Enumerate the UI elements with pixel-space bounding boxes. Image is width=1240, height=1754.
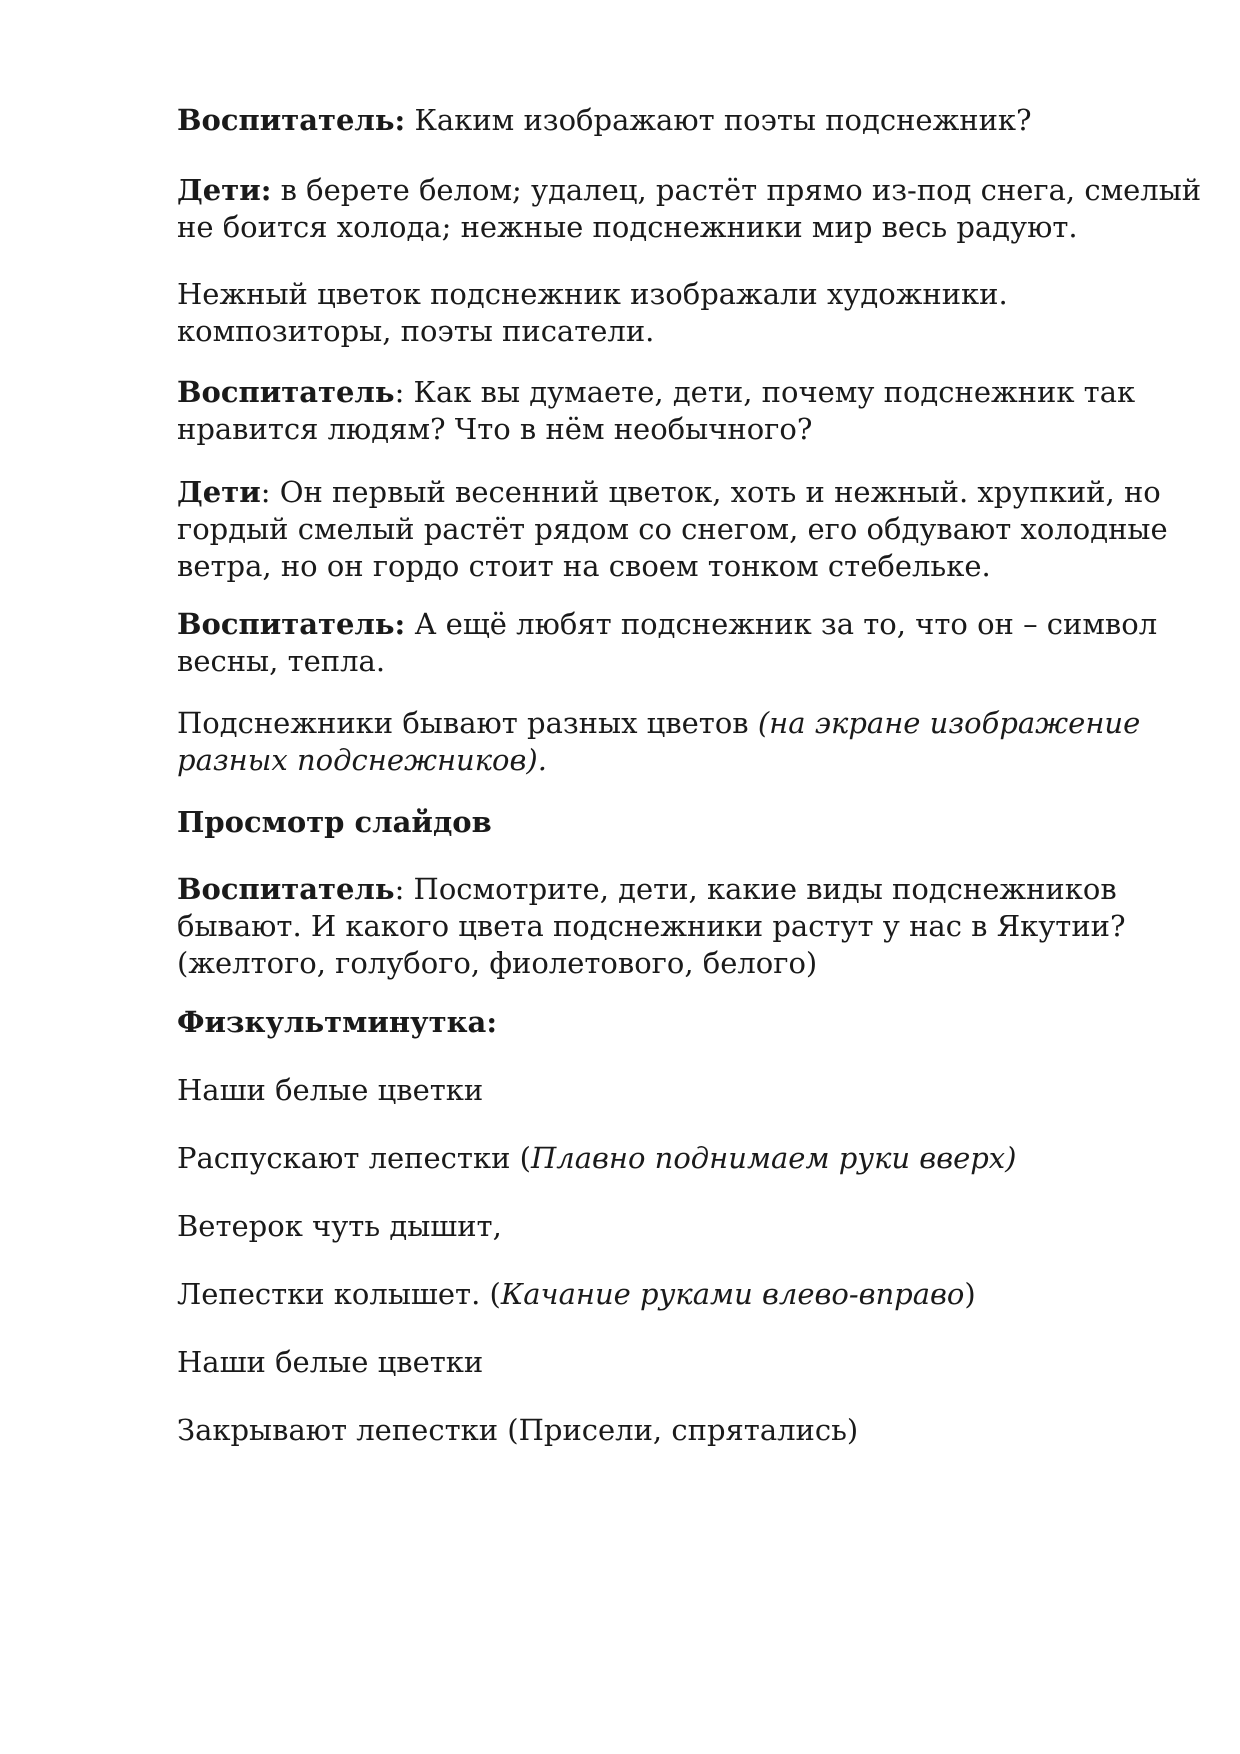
- paragraph-text: Подснежники бывают разных цветов: [177, 706, 758, 740]
- paragraph-text: в берете белом; удалец, растёт прямо из-под снега, смелый: [271, 173, 1202, 207]
- paragraph-teacher-question: [177, 102, 1167, 139]
- paragraph-teacher-why: [177, 374, 1167, 448]
- poem-line-text: Наши белые цветки: [177, 1073, 484, 1107]
- poem-line: [177, 1140, 1167, 1177]
- paragraph-artists: [177, 276, 1167, 350]
- paragraph-children-first-flower: [177, 474, 1167, 585]
- poem-line-text: Закрывают лепестки (Присели, спрятались): [177, 1413, 859, 1447]
- stage-direction: Качание руками влево-вправо: [500, 1277, 965, 1311]
- paragraph-text: Нежный цветок подснежник изображали художники.: [177, 277, 1008, 311]
- paragraph-children-answer: [177, 172, 1202, 246]
- speaker-label: Воспитатель:: [177, 607, 406, 641]
- paragraph-text: композиторы, поэты писатели.: [177, 314, 655, 348]
- poem-line: [177, 1412, 1167, 1449]
- section-heading-exercise: [177, 1004, 1167, 1041]
- paragraph-teacher-symbol: [177, 606, 1167, 680]
- speaker-label: Дети:: [177, 173, 272, 207]
- paragraph-text: весны, тепла.: [177, 644, 386, 678]
- paragraph-text: : Он первый весенний цветок, хоть и нежный. хрупкий, но: [260, 475, 1161, 509]
- paragraph-text: : Как вы думаете, дети, почему подснежник так: [394, 375, 1136, 409]
- section-heading-slides: [177, 804, 1167, 841]
- poem-line-text: Распускают лепестки (: [177, 1141, 531, 1175]
- speaker-label: Дети: [177, 475, 261, 509]
- speaker-label: Воспитатель:: [177, 103, 406, 137]
- paragraph-text: гордый смелый растёт рядом со снегом, его обдувают холодные: [177, 512, 1168, 546]
- speaker-label: Воспитатель: [177, 872, 395, 906]
- stage-direction: (на экране изображение: [757, 706, 1141, 740]
- poem-line: [177, 1344, 1167, 1381]
- poem-line: [177, 1208, 1167, 1245]
- heading-text: Просмотр слайдов: [177, 805, 492, 839]
- stage-direction: Плавно поднимаем руки вверх): [530, 1141, 1017, 1175]
- paragraph-text: Каким изображают поэты подснежник?: [405, 103, 1032, 137]
- paragraph-text: бывают. И какого цвета подснежники растут у нас в Якутии?: [177, 909, 1126, 943]
- paragraph-text: (желтого, голубого, фиолетового, белого): [177, 946, 818, 980]
- paragraph-text: не боится холода; нежные подснежники мир весь радуют.: [177, 210, 1078, 244]
- paragraph-text: нравится людям? Что в нём необычного?: [177, 412, 813, 446]
- poem-line-text: ): [964, 1277, 976, 1311]
- poem-line: [177, 1072, 1167, 1109]
- heading-text: Физкультминутка:: [177, 1005, 498, 1039]
- poem-line-text: Наши белые цветки: [177, 1345, 484, 1379]
- stage-direction: разных подснежников).: [177, 743, 547, 777]
- poem-line: [177, 1276, 1167, 1313]
- paragraph-colors: [177, 705, 1167, 779]
- poem-line-text: Лепестки колышет. (: [177, 1277, 501, 1311]
- paragraph-text: : Посмотрите, дети, какие виды подснежников: [394, 872, 1117, 906]
- paragraph-teacher-look: [177, 871, 1167, 982]
- poem-line-text: Ветерок чуть дышит,: [177, 1209, 502, 1243]
- paragraph-text: А ещё любят подснежник за то, что он – символ: [405, 607, 1158, 641]
- speaker-label: Воспитатель: [177, 375, 395, 409]
- paragraph-text: ветра, но он гордо стоит на своем тонком стебельке.: [177, 549, 991, 583]
